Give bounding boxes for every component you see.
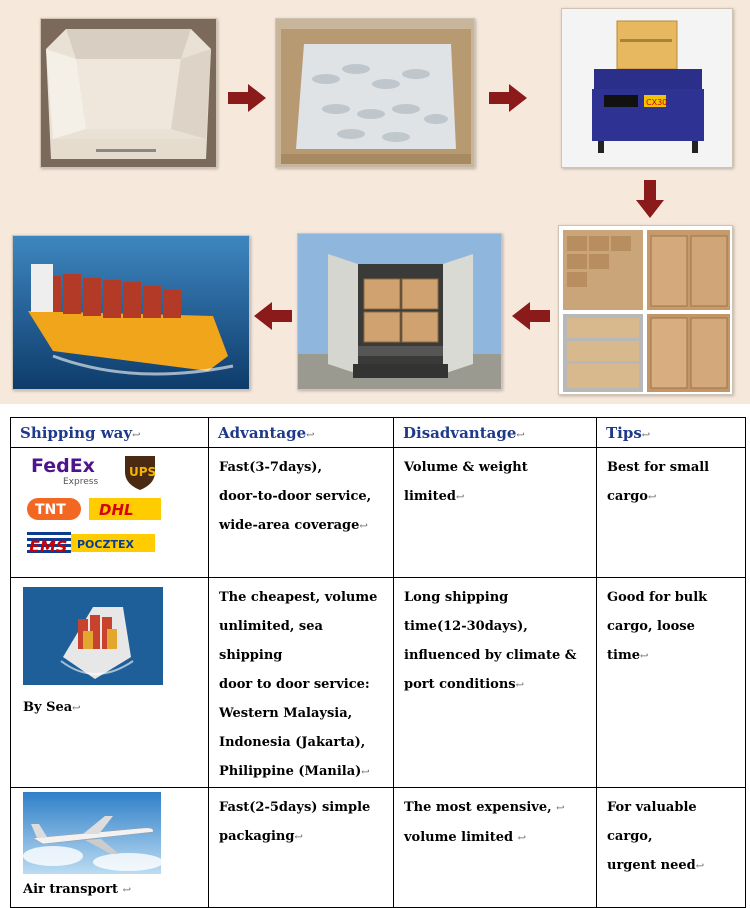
filled-box-photo [275,18,475,168]
left-arrow-icon [254,302,292,330]
table-header-row [11,418,746,448]
header-shipping-way: Shipping way↩ [11,418,209,448]
way-label-air: Air transport ↩ [23,882,131,897]
ups-logo: UPS [129,465,157,479]
down-arrow-icon [636,180,664,218]
air-cell [11,788,209,908]
header-tips: Tips↩ [597,418,746,448]
header-advantage: Advantage↩ [209,418,394,448]
tips-cell: Best for small cargo↩ [597,448,746,578]
container-ship-image [23,587,163,685]
cargo-ship-photo [12,235,250,390]
shipping-methods-table [10,417,746,908]
right-arrow-icon [489,84,527,112]
ems-logo: EMS [29,537,68,556]
airplane-image [23,792,161,874]
tips-cell: Good for bulk cargo, loose time↩ [597,578,746,788]
machine-label: CX30 [646,98,668,107]
disadvantage-cell: Volume & weight limited↩ [394,448,597,578]
header-disadvantage: Disadvantage↩ [394,418,597,448]
advantage-cell: Fast(3-7days), door-to-door service, wide-area coverage↩ [209,448,394,578]
table-row [11,788,746,908]
sea-cell [11,578,209,788]
pocztex-logo: POCZTEX [77,538,134,551]
fedex-logo: FedEx [31,455,95,477]
disadvantage-cell: The most expensive, ↩ volume limited ↩ [394,788,597,908]
advantage-cell: Fast(2-5days) simple packaging↩ [209,788,394,908]
tnt-logo: TNT [35,502,66,518]
way-label-sea: By Sea↩ [23,700,81,715]
disadvantage-cell: Long shipping time(12-30days), influenced by climate & port conditions↩ [394,578,597,788]
table-row [11,448,746,578]
strapping-machine-photo [561,8,733,168]
lined-box-photo [40,18,217,168]
left-arrow-icon [512,302,550,330]
packing-process-flow [0,0,750,404]
courier-logos-cell [11,448,209,578]
divider [0,404,750,408]
advantage-cell: The cheapest, volume unlimited, sea shipping door to door service: Western Malaysia, Indonesia (Jakarta), Philippine (Manila)↩ [209,578,394,788]
container-truck-photo [297,233,502,390]
table-row [11,578,746,788]
tips-cell: For valuable cargo, urgent need↩ [597,788,746,908]
fedex-express-text: Express [63,477,99,487]
stacked-cartons-photo [558,225,733,395]
right-arrow-icon [228,84,266,112]
dhl-logo: DHL [99,501,134,519]
